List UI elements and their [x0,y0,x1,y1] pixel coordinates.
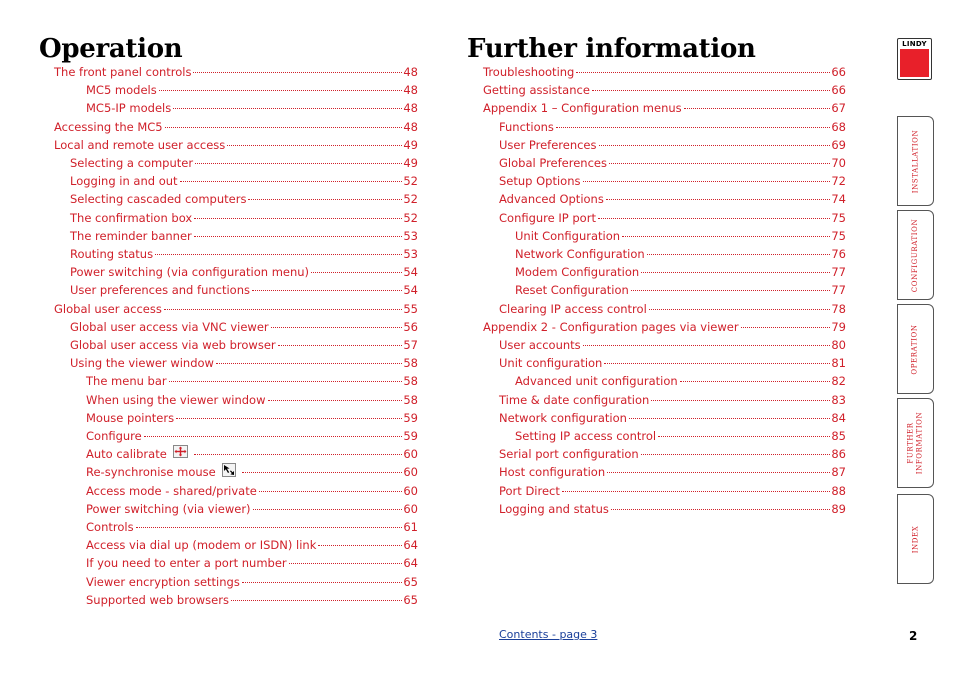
toc-entry-page: 53 [403,228,418,243]
tab-label: INSTALLATION [911,129,919,193]
operation-toc-entry[interactable] [86,500,418,518]
toc-entry-page: 52 [403,174,418,189]
operation-toc-entry[interactable] [86,591,418,609]
toc-entry-page: 49 [403,156,418,170]
tab-further-information[interactable] [897,398,934,488]
toc-entry-title: Clearing IP access control [499,301,647,316]
toc-entry-title: Appendix 1 – Configuration menus [483,101,682,116]
toc-entry-page: 77 [831,265,846,280]
further-info-toc-entry[interactable] [499,136,846,154]
toc-dot-leader [604,363,830,364]
toc-entry-title: Logging in and out [70,174,178,189]
toc-entry-title: Advanced unit configuration [515,374,678,389]
further-info-toc-entry[interactable] [515,372,846,390]
operation-toc-entry[interactable] [86,372,418,390]
operation-toc-entry[interactable] [70,172,418,190]
toc-entry-title: Unit Configuration [515,228,621,243]
toc-dot-leader [583,345,831,346]
operation-toc-entry[interactable] [70,336,418,354]
toc-entry-page: 75 [831,228,846,243]
further-info-toc-entry[interactable] [499,391,846,409]
toc-entry-title: Global Preferences [499,156,607,170]
toc-dot-leader [155,254,402,255]
toc-entry-title: User accounts [499,338,581,352]
operation-heading: Operation [39,34,183,64]
toc-entry-page: 60 [403,447,418,462]
toc-entry-page: 59 [403,410,418,425]
further-info-toc-entry[interactable] [499,190,846,208]
operation-toc-entry[interactable] [70,154,418,172]
toc-dot-leader [649,309,831,310]
toc-dot-leader [583,181,831,182]
operation-toc-entry[interactable] [70,281,418,299]
toc-dot-leader [169,381,403,382]
toc-entry-page: 83 [831,392,846,407]
toc-dot-leader [622,236,830,237]
toc-entry-title: Time & date configuration [499,392,650,407]
toc-entry-title: Serial port configuration [499,447,639,462]
toc-dot-leader [741,327,831,328]
toc-dot-leader [195,163,402,164]
further-info-toc-entry[interactable] [483,99,846,117]
toc-entry-page: 67 [831,101,846,116]
operation-toc-entry[interactable] [70,190,418,208]
operation-toc-entry[interactable] [86,445,418,463]
toc-dot-leader [629,418,830,419]
toc-entry-title: Selecting a computer [70,156,194,170]
operation-toc-entry[interactable] [86,536,418,554]
toc-dot-leader [268,400,403,401]
further-info-toc-entry[interactable] [499,482,846,500]
toc-entry-page: 75 [831,210,846,225]
further-info-toc-entry[interactable] [499,409,846,427]
toc-entry-page: 64 [403,538,418,553]
lindy-logo [897,38,932,80]
operation-toc-entry[interactable] [86,554,418,572]
toc-entry-page: 72 [831,174,846,189]
toc-entry-page: 77 [831,283,846,298]
toc-entry-title: Global user access via VNC viewer [70,319,269,334]
operation-toc-entry[interactable] [86,409,418,427]
toc-dot-leader [194,454,403,455]
further-info-toc-entry[interactable] [499,445,846,463]
toc-entry-title: The confirmation box [70,210,193,225]
toc-dot-leader [647,254,831,255]
further-info-toc-entry[interactable] [515,245,846,263]
toc-dot-leader [242,582,403,583]
toc-dot-leader [242,472,403,473]
toc-entry-title: Getting assistance [483,83,590,98]
tab-index[interactable] [897,494,934,584]
operation-toc-entry[interactable] [70,227,418,245]
tab-installation[interactable] [897,116,934,206]
toc-entry-title: Supported web browsers [86,592,229,607]
toc-entry-title: Global user access [54,301,162,316]
toc-dot-leader [144,436,403,437]
toc-entry-page: 60 [403,483,418,498]
further-info-toc-entry[interactable] [499,118,846,136]
toc-entry-page: 87 [831,465,846,480]
toc-dot-leader [248,199,402,200]
further-info-toc-entry[interactable] [499,209,846,227]
toc-entry-page: 68 [831,119,846,134]
operation-toc-entry[interactable] [70,245,418,263]
lindy-logo-red-block [900,49,929,77]
toc-entry-page: 58 [403,356,418,371]
further-info-toc-entry[interactable] [499,300,846,318]
toc-entry-page: 55 [403,301,418,316]
toc-entry-title: Using the viewer window [70,356,214,371]
further-info-toc-entry[interactable] [499,500,846,518]
toc-dot-leader [680,381,831,382]
toc-dot-leader [271,327,403,328]
toc-entry-title: Power switching (via viewer) [86,501,251,516]
toc-entry-page: 48 [403,101,418,116]
toc-entry-page: 54 [403,283,418,298]
tab-operation[interactable] [897,304,934,394]
tab-configuration[interactable] [897,210,934,300]
toc-entry-title: MC5 models [86,83,157,98]
lindy-logo-text: LINDY [902,40,927,48]
toc-entry-title: The front panel controls [54,65,192,79]
toc-entry-page: 66 [831,83,846,98]
toc-dot-leader [159,90,403,91]
toc-entry-page: 52 [403,210,418,225]
toc-dot-leader [599,145,831,146]
toc-entry-title: Network configuration [499,410,627,425]
toc-entry-page: 80 [831,338,846,352]
toc-dot-leader [592,90,830,91]
toc-entry-page: 65 [403,574,418,589]
toc-entry-page: 59 [403,429,418,443]
toc-dot-leader [631,290,831,291]
toc-entry-page: 78 [831,301,846,316]
further-information-heading: Further information [467,34,756,64]
toc-entry-title: Modem Configuration [515,265,640,280]
toc-entry-page: 48 [403,65,418,79]
toc-dot-leader [576,72,830,73]
toc-dot-leader [289,563,403,564]
further-info-toc-entry[interactable] [515,263,846,281]
toc-entry-title: Viewer encryption settings [86,574,240,589]
toc-entry-page: 69 [831,137,846,152]
toc-entry-title: Appendix 2 - Configuration pages via viewer [483,319,739,334]
operation-toc-entry[interactable] [86,573,418,591]
toc-entry-title: The reminder banner [70,228,192,243]
toc-dot-leader [562,491,830,492]
further-info-toc-entry[interactable] [499,154,846,172]
toc-entry-page: 79 [831,319,846,334]
operation-toc-entry[interactable] [70,318,418,336]
toc-dot-leader [607,472,830,473]
toc-dot-leader [658,436,830,437]
toc-entry-title: Unit configuration [499,356,603,371]
operation-toc-entry[interactable] [86,482,418,500]
toc-entry-page: 60 [403,501,418,516]
toc-dot-leader [252,290,402,291]
operation-toc-entry[interactable] [86,427,418,445]
tab-label: CONFIGURATION [911,218,919,292]
toc-entry-title: Port Direct [499,483,560,498]
toc-entry-page: 61 [403,520,418,534]
toc-dot-leader [609,163,830,164]
toc-dot-leader [231,600,402,601]
operation-toc-entry[interactable] [86,518,418,536]
toc-dot-leader [253,509,403,510]
toc-entry-page: 65 [403,592,418,607]
toc-entry-title: Reset Configuration [515,283,629,298]
toc-entry-title: Selecting cascaded computers [70,192,247,207]
toc-entry-title: Troubleshooting [483,65,575,79]
toc-entry-title: Controls [86,520,134,534]
toc-entry-page: 66 [831,65,846,79]
operation-toc-entry[interactable] [70,354,418,372]
toc-entry-title: Host configuration [499,465,606,480]
contents-page-link[interactable]: Contents - page 3 [499,628,598,641]
tab-label: INDEX [910,525,919,553]
toc-dot-leader [180,181,403,182]
toc-entry-title: Auto calibrate [86,447,167,462]
toc-dot-leader [193,72,402,73]
toc-dot-leader [136,527,403,528]
toc-entry-title: Configure IP port [499,210,596,225]
further-info-toc-entry[interactable] [515,427,846,445]
toc-entry-page: 58 [403,374,418,389]
toc-entry-title: Accessing the MC5 [54,119,163,134]
operation-toc-entry[interactable] [86,463,418,481]
toc-dot-leader [598,218,830,219]
toc-entry-page: 74 [831,192,846,207]
toc-dot-leader [641,272,830,273]
toc-dot-leader [165,127,403,128]
toc-dot-leader [176,418,402,419]
further-info-toc-entry[interactable] [499,336,846,354]
toc-entry-title: Logging and status [499,501,609,516]
operation-toc-entry[interactable] [54,136,418,154]
toc-entry-page: 70 [831,156,846,170]
toc-dot-leader [318,545,402,546]
toc-entry-title: Power switching (via configuration menu) [70,265,310,280]
toc-entry-page: 54 [403,265,418,280]
operation-toc-entry[interactable] [70,263,418,281]
tab-label: FURTHER INFORMATION [906,411,924,475]
toc-entry-page: 82 [831,374,846,389]
toc-dot-leader [194,236,403,237]
operation-toc-entry[interactable] [54,300,418,318]
toc-dot-leader [173,108,402,109]
further-info-toc-entry[interactable] [483,81,846,99]
toc-entry-page: 48 [403,119,418,134]
toc-entry-page: 64 [403,556,418,571]
toc-entry-title: Setup Options [499,174,581,189]
tab-label: OPERATION [911,323,920,375]
toc-entry-title: When using the viewer window [86,392,266,407]
toc-entry-title: Functions [499,119,554,134]
toc-entry-title: The menu bar [86,374,167,389]
toc-dot-leader [684,108,831,109]
toc-entry-title: MC5-IP models [86,101,172,116]
toc-entry-page: 52 [403,192,418,207]
toc-entry-title: Re-synchronise mouse [86,465,216,480]
operation-toc-entry[interactable] [86,81,418,99]
toc-dot-leader [164,309,403,310]
further-info-toc-entry[interactable] [499,354,846,372]
toc-entry-page: 76 [831,247,846,261]
page-number: 2 [909,629,918,643]
further-info-toc-entry[interactable] [499,463,846,481]
toc-entry-title: User preferences and functions [70,283,250,298]
toc-entry-page: 57 [403,338,418,352]
toc-entry-page: 53 [403,247,418,261]
toc-entry-page: 56 [403,319,418,334]
toc-entry-page: 85 [831,429,846,443]
toc-dot-leader [611,509,830,510]
toc-dot-leader [606,199,831,200]
further-info-toc-entry[interactable] [515,227,846,245]
toc-entry-title: Network Configuration [515,247,645,261]
toc-entry-title: If you need to enter a port number [86,556,287,571]
toc-entry-title: Setting IP access control [515,429,657,443]
operation-toc-entry[interactable] [54,118,418,136]
toc-dot-leader [651,400,830,401]
toc-dot-leader [641,454,831,455]
further-info-toc-entry[interactable] [499,172,846,190]
toc-dot-leader [556,127,830,128]
operation-toc-entry[interactable] [86,391,418,409]
toc-dot-leader [278,345,403,346]
toc-entry-page: 49 [403,137,418,152]
toc-entry-title: Mouse pointers [86,410,175,425]
toc-entry-title: Local and remote user access [54,137,226,152]
toc-entry-title: Global user access via web browser [70,338,276,352]
toc-entry-title: Advanced Options [499,192,604,207]
toc-entry-title: Configure [86,429,142,443]
toc-entry-page: 58 [403,392,418,407]
toc-entry-page: 84 [831,410,846,425]
toc-dot-leader [194,218,402,219]
toc-entry-page: 88 [831,483,846,498]
toc-entry-title: User Preferences [499,137,597,152]
operation-toc-entry[interactable] [86,99,418,117]
toc-entry-title: Access mode - shared/private [86,483,257,498]
toc-entry-page: 86 [831,447,846,462]
further-info-toc-entry[interactable] [483,318,846,336]
resync-mouse-icon [222,463,236,482]
toc-entry-page: 81 [831,356,846,371]
toc-entry-title: Routing status [70,247,154,261]
toc-dot-leader [216,363,402,364]
toc-dot-leader [311,272,402,273]
toc-entry-page: 60 [403,465,418,480]
toc-entry-title: Access via dial up (modem or ISDN) link [86,538,317,553]
auto-calibrate-icon [173,445,188,463]
operation-toc-entry[interactable] [70,209,418,227]
further-info-toc-entry[interactable] [483,63,846,81]
toc-entry-page: 89 [831,501,846,516]
toc-dot-leader [259,491,403,492]
toc-entry-page: 48 [403,83,418,98]
toc-dot-leader [227,145,402,146]
operation-toc-entry[interactable] [54,63,418,81]
further-info-toc-entry[interactable] [515,281,846,299]
